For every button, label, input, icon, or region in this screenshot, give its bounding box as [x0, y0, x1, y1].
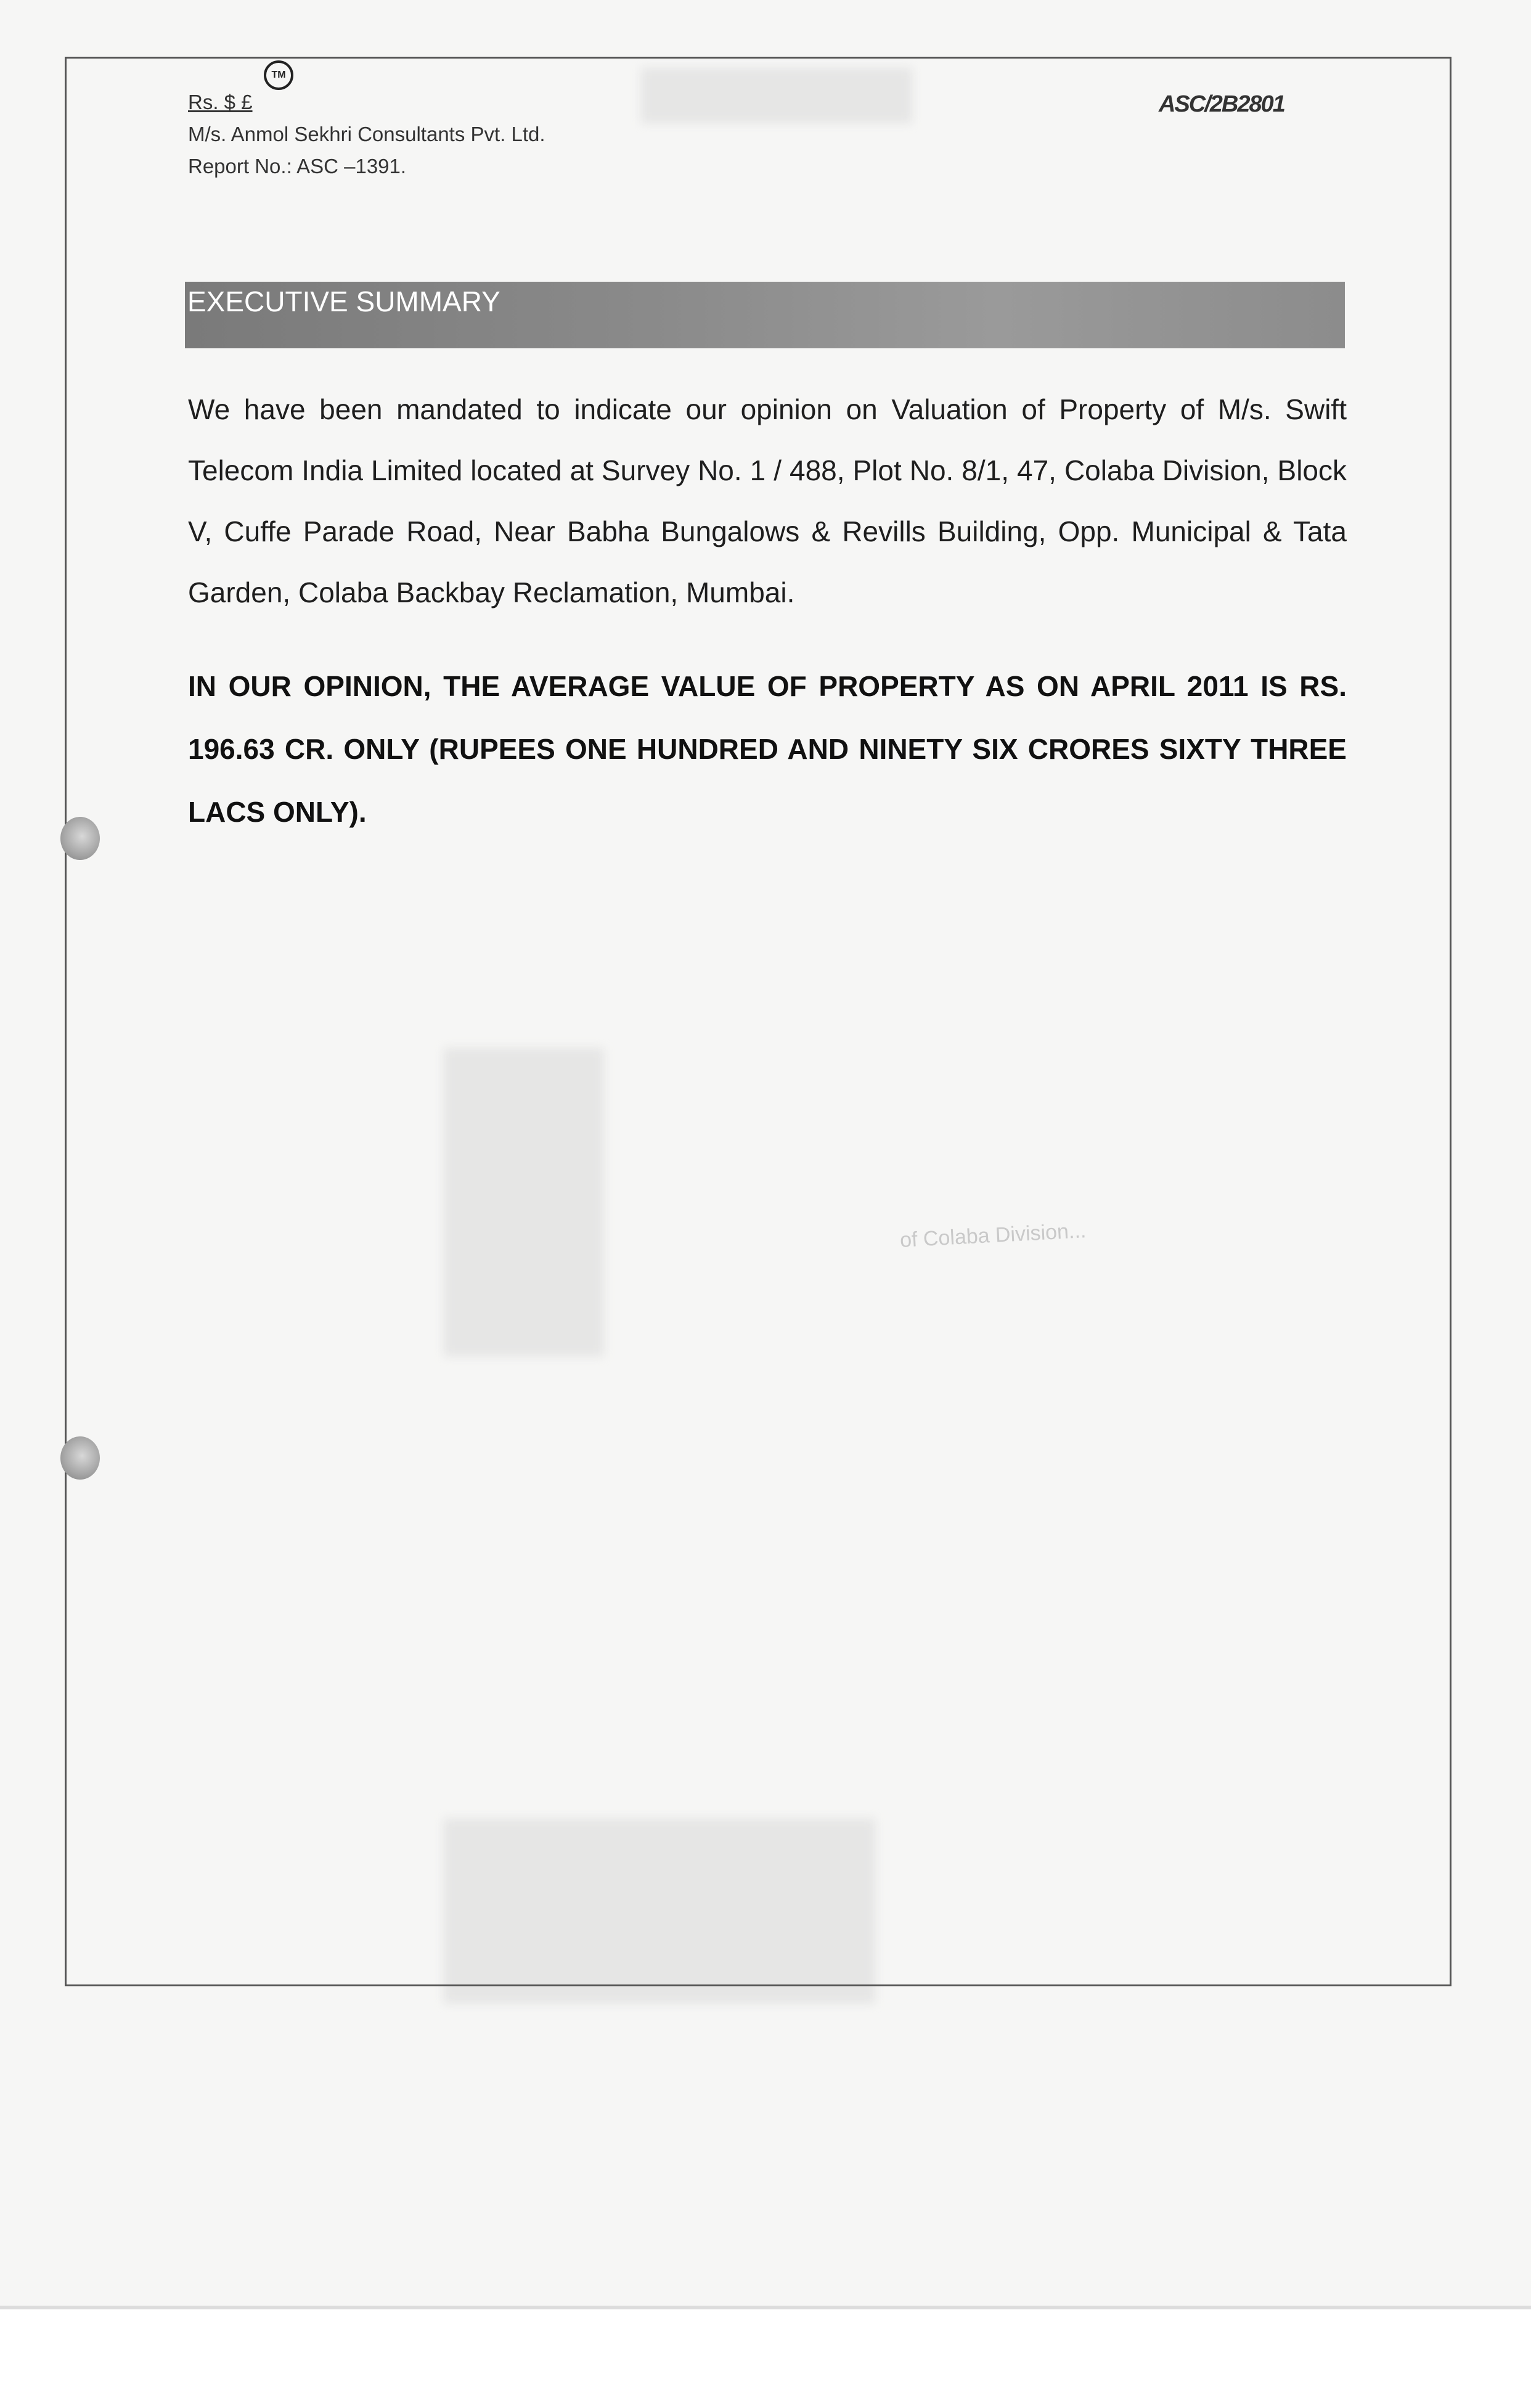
report-number: Report No.: ASC –1391.: [188, 155, 407, 178]
letterhead: [188, 86, 545, 182]
valuation-opinion: IN OUR OPINION, THE AVERAGE VALUE OF PROPERTY AS ON APRIL 2011 IS RS. 196.63 CR. ONLY (RUPEES ONE HUNDRED AND NINETY SIX CRORES SIXTY THREE LACS ONLY).: [188, 670, 1347, 828]
page-bottom-margin: [0, 2306, 1531, 2408]
document-stamp-code: ASC/2B2801: [1159, 91, 1284, 117]
bleed-through-text: of Colaba Division...: [899, 1219, 1087, 1252]
company-name: M/s. Anmol Sekhri Consultants Pvt. Ltd.: [188, 123, 545, 145]
summary-paragraph: We have been mandated to indicate our opinion on Valuation of Property of M/s. Swift Telecom India Limited located at Survey No. 1 / 488, Plot No. 8/1, 47, Colaba Division, Block V, Cuffe Parade Road, Near Babha Bungalows & Revills Building, Opp. Municipal & Tata Garden, Colaba Backbay Reclamation, Mumbai.: [188, 393, 1347, 608]
punch-hole-icon: [60, 817, 100, 860]
currency-line: Rs. $ £: [188, 91, 253, 113]
trademark-label: TM: [271, 70, 286, 80]
trademark-icon: [264, 60, 293, 90]
punch-hole-icon: [60, 1436, 100, 1480]
section-title: EXECUTIVE SUMMARY: [187, 285, 500, 317]
